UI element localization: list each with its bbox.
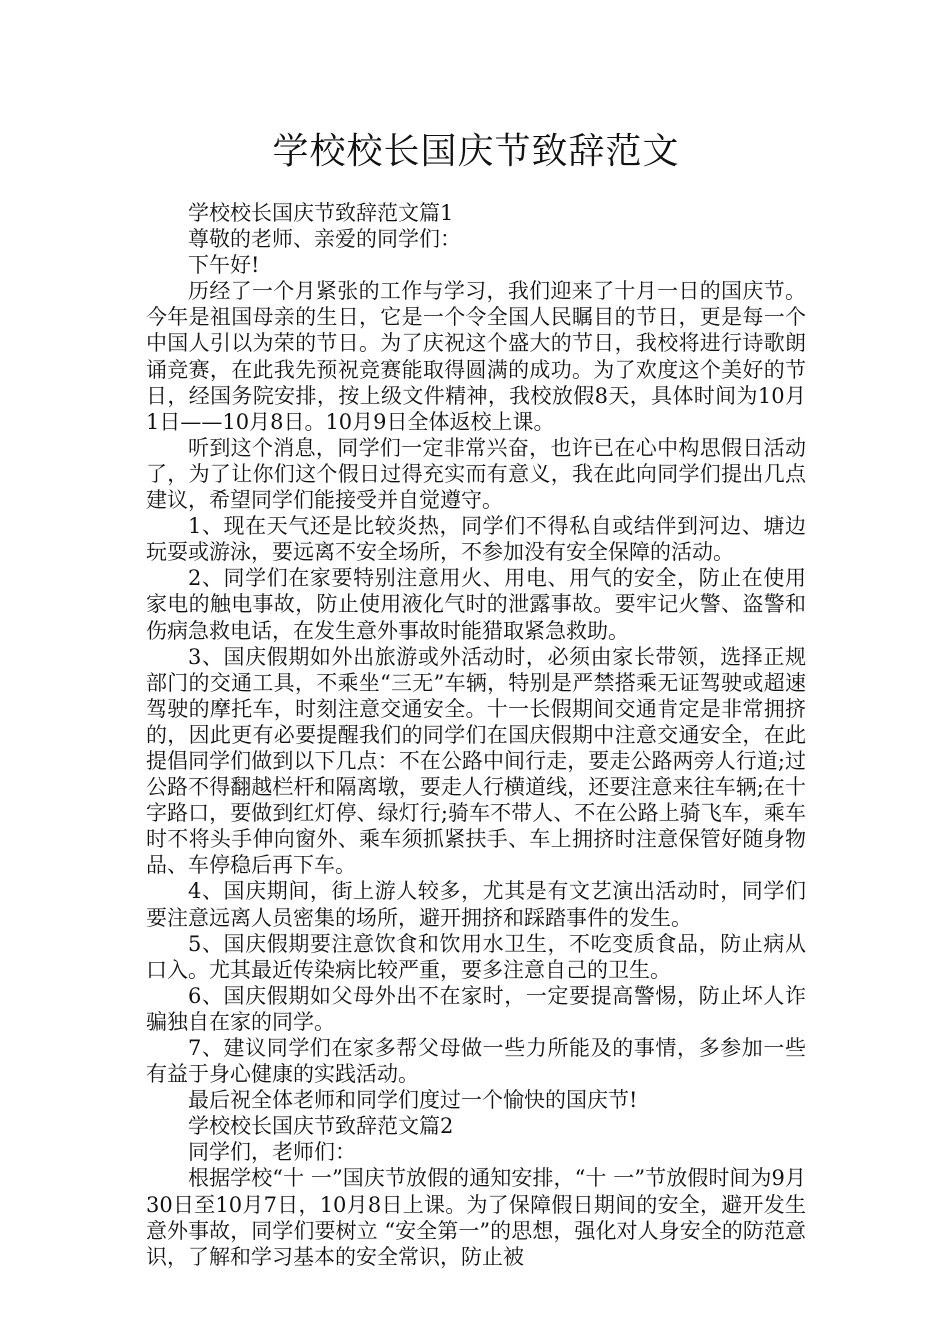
suggestion-item: 3、国庆假期如外出旅游或外活动时，必须由家长带领，选择正规部门的交通工具，不乘坐“三无”车辆，特别是严禁搭乘无证驾驶或超速驾驶的摩托车，时刻注意交通安全。十一长假期间交通肯定是非常拥挤的，因此更有必要提醒我们的同学们在国庆假期中注意交通安全，在此提倡同学们做到以下几点：不在公路中间行走，要走公路两旁人行道;过公路不得翻越栏杆和隔离墩，要走人行横道线，还要注意来往车辆;在十字路口，要做到红灯停、绿灯行;骑车不带人、不在公路上骑飞车，乘车时不将头手伸向窗外、乘车须抓紧扶手、车上拥挤时注意保管好随身物品、车停稳后再下车。: [146, 644, 806, 878]
suggestion-item: 4、国庆期间，街上游人较多，尤其是有文艺演出活动时，同学们要注意远离人员密集的场所，避开拥挤和踩踏事件的发生。: [146, 879, 806, 930]
suggestion-item: 1、现在天气还是比较炎热，同学们不得私自或结伴到河边、塘边玩耍或游泳，要远离不安全场所，不参加没有安全保障的活动。: [146, 514, 806, 565]
section-heading-1: 学校校长国庆节致辞范文篇1: [188, 201, 454, 225]
document-title: 学校校长国庆节致辞范文: [272, 131, 680, 172]
suggestion-item: 5、国庆假期要注意饮食和饮用水卫生，不吃变质食品，防止病从口入。尤其最近传染病比较严重，要多注意自己的卫生。: [146, 931, 806, 982]
section-heading-2: 学校校长国庆节致辞范文篇2: [188, 1114, 454, 1139]
closing-wish: 最后祝全体老师和同学们度过一个愉快的国庆节!: [188, 1088, 638, 1113]
salutation: 同学们，老师们：: [188, 1140, 356, 1165]
paragraph: 听到这个消息，同学们一定非常兴奋，也许已在心中构思假日活动了，为了让你们这个假日过得充实而有意义，我在此向同学们提出几点建议，希望同学们能接受并自觉遵守。: [146, 435, 806, 513]
paragraph: 根据学校“十 一”国庆节放假的通知安排，“十 一”节放假时间为9月30日至10月7日，10月8日上课。为了保障假日期间的安全，避开发生意外事故，同学们要树立 “安全第一”的思想，强化对人身安全的防范意识，了解和学习基本的安全常识，防止被: [146, 1166, 806, 1269]
salutation: 尊敬的老师、亲爱的同学们：: [188, 227, 461, 252]
suggestion-item: 7、建议同学们在家多帮父母做一些力所能及的事情，多参加一些有益于身心健康的实践活动。: [146, 1036, 806, 1087]
document-page: [146, 0, 806, 1270]
suggestion-item: 6、国庆假期如父母外出不在家时，一定要提高警惕，防止坏人诈骗独自在家的同学。: [146, 983, 806, 1034]
greeting: 下午好!: [188, 253, 260, 278]
document-body: [146, 200, 806, 1270]
suggestion-item: 2、同学们在家要特别注意用火、用电、用气的安全，防止在使用家电的触电事故，防止使用液化气时的泄露事故。要牢记火警、盗警和伤病急救电话，在发生意外事故时能猎取紧急救助。: [146, 566, 806, 643]
paragraph: 历经了一个月紧张的工作与学习，我们迎来了十月一日的国庆节。今年是祖国母亲的生日，它是一个令全国人民瞩目的节日，更是每一个中国人引以为荣的节日。为了庆祝这个盛大的节日，我校将进行诗歌朗诵竞赛，在此我先预祝竞赛能取得圆满的成功。为了欢度这个美好的节日，经国务院安排，按上级文件精神，我校放假8天，具体时间为10月1日——10月8日。10月9日全体返校上课。: [146, 279, 806, 434]
